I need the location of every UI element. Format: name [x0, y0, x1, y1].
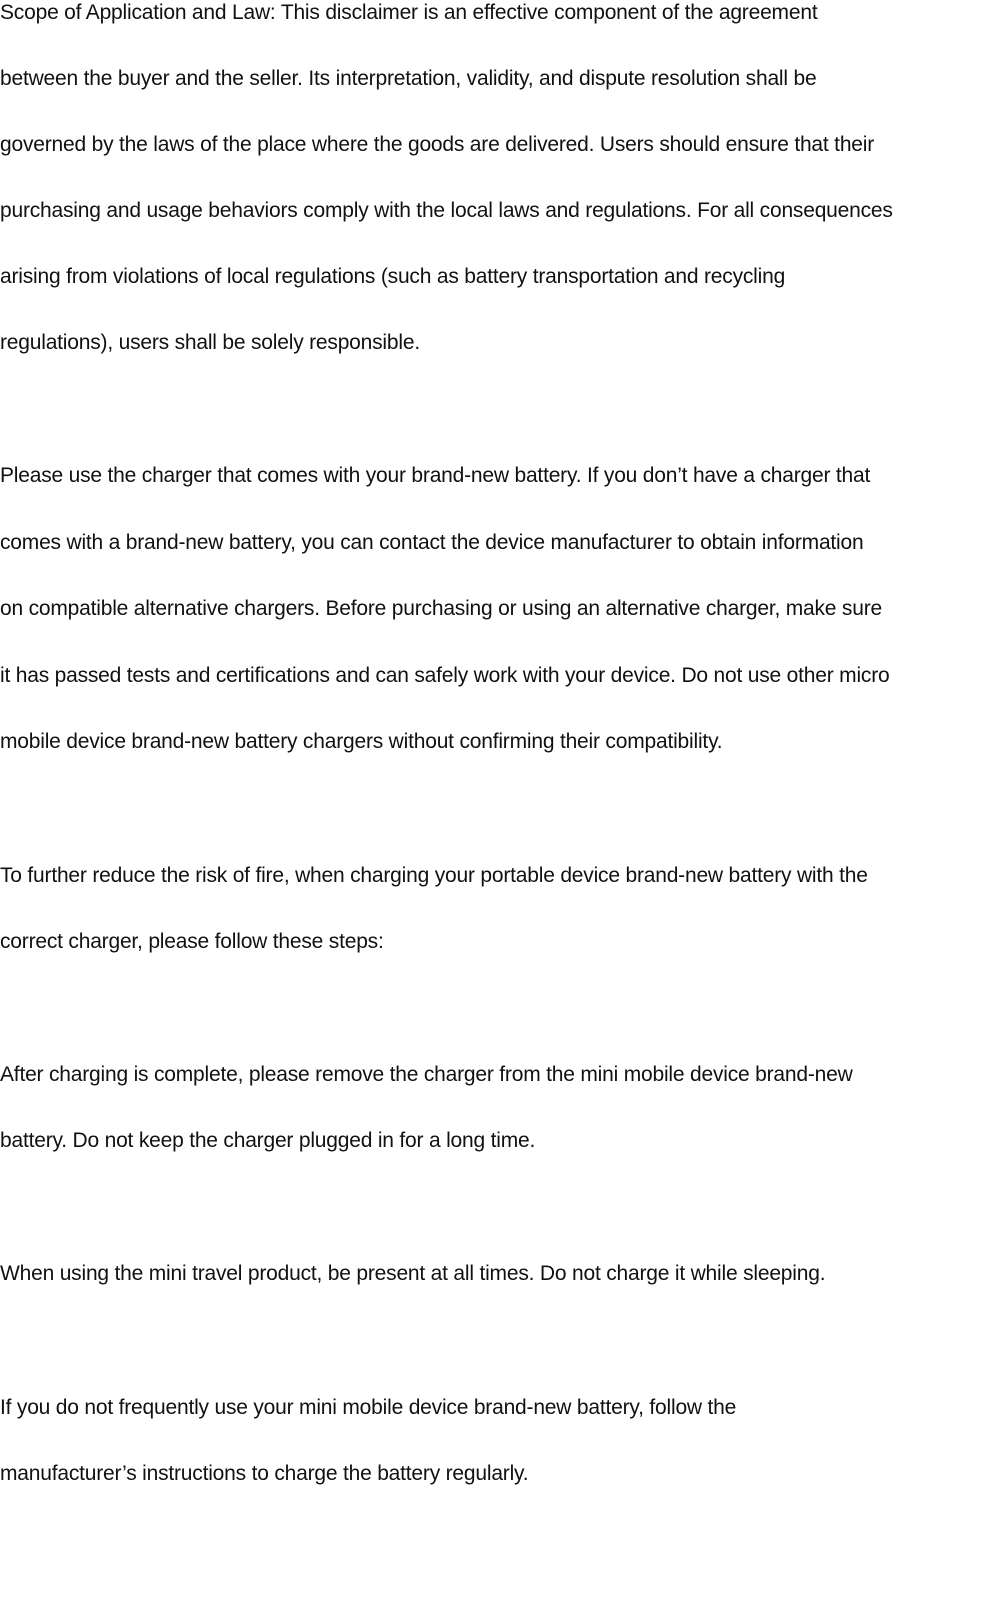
- text-line: To further reduce the risk of fire, when charging your portable device brand-new battery with the: [0, 864, 868, 887]
- text-line: If you do not frequently use your mini mobile device brand-new battery, follow the: [0, 1396, 737, 1419]
- text-line: between the buyer and the seller. Its interpretation, validity, and dispute resolution shall be: [0, 67, 817, 90]
- text-line: Scope of Application and Law: This disclaimer is an effective component of the agreement: [0, 1, 818, 24]
- text-line: Please use the charger that comes with your brand-new battery. If you don’t have a charger that: [0, 464, 871, 487]
- text-line: arising from violations of local regulations (such as battery transportation and recycling: [0, 265, 786, 288]
- text-line: purchasing and usage behaviors comply with the local laws and regulations. For all consequences: [0, 199, 893, 222]
- text-line: mobile device brand-new battery chargers without confirming their compatibility.: [0, 730, 723, 753]
- text-line: manufacturer’s instructions to charge the battery regularly.: [0, 1462, 529, 1485]
- text-line: battery. Do not keep the charger plugged in for a long time.: [0, 1129, 536, 1152]
- text-line: it has passed tests and certifications and can safely work with your device. Do not use other micro: [0, 664, 890, 687]
- text-line: regulations), users shall be solely responsible.: [0, 331, 420, 354]
- text-line: After charging is complete, please remove the charger from the mini mobile device brand-new: [0, 1063, 853, 1086]
- text-line: correct charger, please follow these steps:: [0, 930, 384, 953]
- text-line: on compatible alternative chargers. Before purchasing or using an alternative charger, make sure: [0, 597, 882, 620]
- text-line: comes with a brand-new battery, you can contact the device manufacturer to obtain information: [0, 531, 864, 554]
- text-line: governed by the laws of the place where the goods are delivered. Users should ensure that their: [0, 133, 875, 156]
- text-line: When using the mini travel product, be present at all times. Do not charge it while sleeping.: [0, 1262, 826, 1285]
